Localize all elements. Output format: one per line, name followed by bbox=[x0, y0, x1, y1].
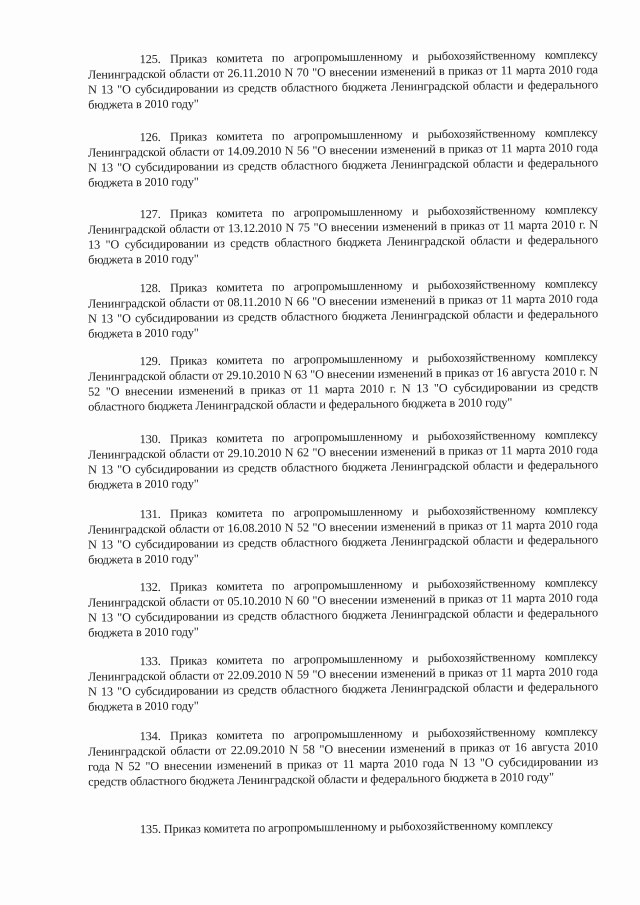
list-item bbox=[88, 125, 599, 190]
list-item-text: 127. Приказ комитета по агропромышленному и рыбохозяйственному комплексу Ленинградской области от 13.12.2010 N 75 "О внесении изменений в приказ от 11 марта 2010 г. N 13 "О субсидировании из средств областного бюджета Ленинградской области и федерального бюджета в 2010 году" bbox=[87, 202, 599, 267]
list-item-text: 132. Приказ комитета по агропромышленному и рыбохозяйственному комплексу Ленинградской области от 05.10.2010 N 60 "О внесении изменений в приказ от 11 марта 2010 года N 13 "О субсидировании из средств областного бюджета Ленинградской области и федерального бюджета в 2010 году" bbox=[87, 575, 599, 640]
list-item-text: 126. Приказ комитета по агропромышленному и рыбохозяйственному комплексу Ленинградской области от 14.09.2010 N 56 "О внесении изменений в приказ от 11 марта 2010 года N 13 "О субсидировании из средств областного бюджета Ленинградской области и федерального бюджета в 2010 году" bbox=[87, 125, 599, 190]
list-item bbox=[88, 427, 599, 492]
list-item bbox=[88, 349, 599, 414]
list-item-text: 129. Приказ комитета по агропромышленному и рыбохозяйственному комплексу Ленинградской области от 29.10.2010 N 63 "О внесении изменений в приказ от 16 августа 2010 г. N 52 "О внесении изменений в приказ от 11 марта 2010 г. N 13 "О субсидировании из средств областного бюджета Ленинградской области и федерального бюджета в 2010 году" bbox=[87, 349, 599, 414]
list-item-text: 133. Приказ комитета по агропромышленному и рыбохозяйственному комплексу Ленинградской области от 22.09.2010 N 59 "О внесении изменений в приказ от 11 марта 2010 года N 13 "О субсидировании из средств областного бюджета Ленинградской области и федерального бюджета в 2010 году" bbox=[87, 649, 599, 714]
list-item-text: 135. Приказ комитета по агропромышленному и рыбохозяйственному комплексу bbox=[139, 817, 553, 837]
list-item bbox=[88, 502, 599, 567]
list-item bbox=[88, 575, 599, 640]
list-item-text: 125. Приказ комитета по агропромышленному и рыбохозяйственному комплексу Ленинградской области от 26.11.2010 N 70 "О внесении изменений в приказ от 11 марта 2010 года N 13 "О субсидировании из средств областного бюджета Ленинградской области и федерального бюджета в 2010 году" bbox=[87, 47, 599, 112]
list-item bbox=[88, 47, 599, 112]
list-item bbox=[88, 649, 599, 714]
list-item bbox=[88, 724, 599, 789]
list-item-text: 134. Приказ комитета по агропромышленному и рыбохозяйственному комплексу Ленинградской области от 22.09.2010 N 58 "О внесении изменений в приказ от 16 августа 2010 года N 52 "О внесении изменений в приказ от 11 марта 2010 года N 13 "О субсидировании из средств областного бюджета Ленинградской области и федерального бюджета в 2010 году" bbox=[87, 724, 599, 789]
list-item bbox=[88, 276, 599, 341]
list-item-text: 130. Приказ комитета по агропромышленному и рыбохозяйственному комплексу Ленинградской области от 29.10.2010 N 62 "О внесении изменений в приказ от 11 марта 2010 года N 13 "О субсидировании из средств областного бюджета Ленинградской области и федерального бюджета в 2010 году" bbox=[87, 427, 599, 492]
list-item-text: 131. Приказ комитета по агропромышленному и рыбохозяйственному комплексу Ленинградской области от 16.08.2010 N 52 "О внесении изменений в приказ от 11 марта 2010 года N 13 "О субсидировании из средств областного бюджета Ленинградской области и федерального бюджета в 2010 году" bbox=[87, 502, 599, 567]
list-item-text: 128. Приказ комитета по агропромышленному и рыбохозяйственному комплексу Ленинградской области от 08.11.2010 N 66 "О внесении изменений в приказ от 11 марта 2010 года N 13 "О субсидировании из средств областного бюджета Ленинградской области и федерального бюджета в 2010 году" bbox=[87, 276, 599, 341]
list-item bbox=[88, 817, 598, 837]
list-item bbox=[88, 202, 599, 267]
